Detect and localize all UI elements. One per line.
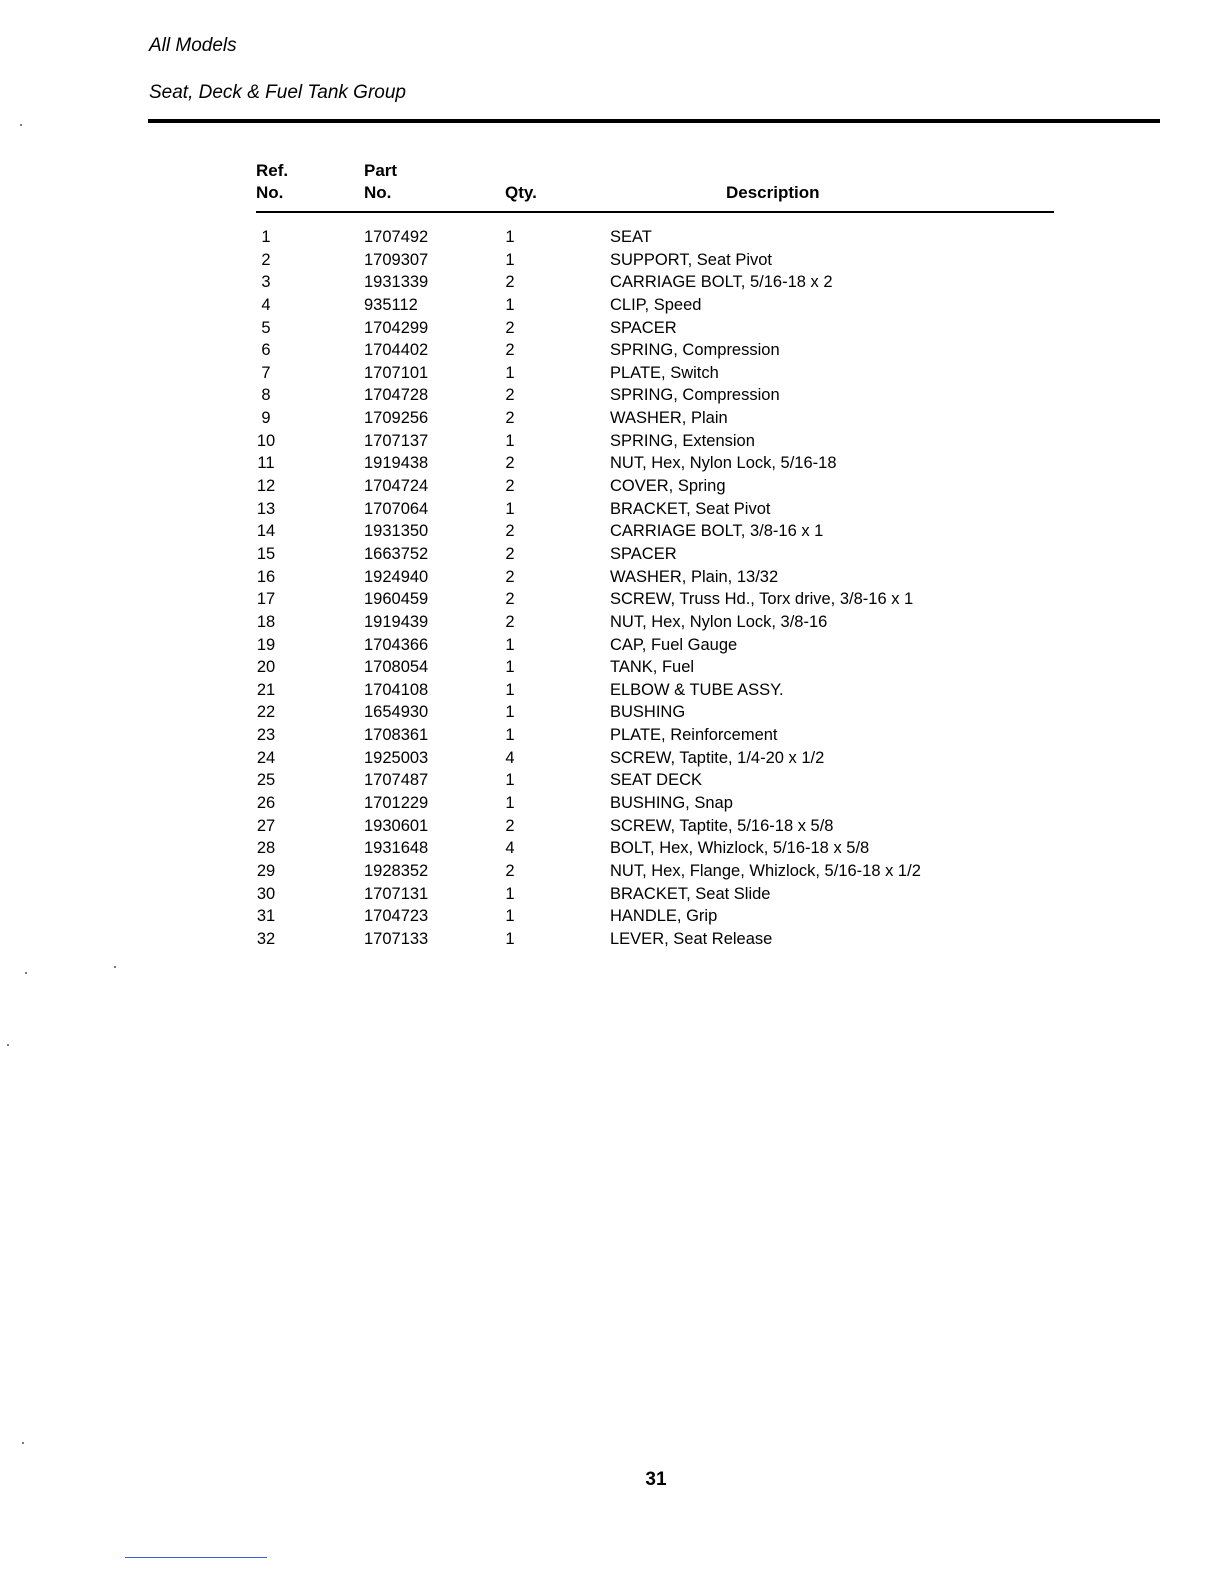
- ref-cell: 10: [256, 431, 276, 450]
- part-no-cell: 1930601: [364, 816, 429, 835]
- ref-cell: 2: [261, 250, 271, 269]
- description-cell: SEAT: [610, 228, 652, 246]
- description-cell: SUPPORT, Seat Pivot: [610, 250, 773, 269]
- part-no-cell: 1704108: [364, 680, 429, 699]
- qty-cell: 2: [505, 522, 515, 541]
- header-qty: Qty.: [505, 183, 537, 202]
- part-no-cell: 1707101: [364, 363, 429, 382]
- header-ref-no: [256, 160, 316, 204]
- description-cell: CARRIAGE BOLT, 5/16-18 x 2: [610, 273, 833, 292]
- description-cell: HANDLE, Grip: [610, 907, 718, 926]
- qty-cell: 1: [505, 635, 515, 654]
- table-row: [0, 362, 1224, 385]
- qty-cell: 1: [505, 295, 515, 314]
- ref-cell: 20: [256, 658, 276, 677]
- table-row: [0, 588, 1224, 611]
- ref-cell: 30: [256, 884, 276, 903]
- description-cell: SCREW, Taptite, 1/4-20 x 1/2: [610, 748, 825, 767]
- part-no-cell: 1707131: [364, 884, 429, 903]
- qty-cell: 2: [505, 318, 515, 337]
- parts-table-body: [0, 226, 1224, 951]
- table-row: [0, 520, 1224, 543]
- ref-cell: 5: [261, 318, 271, 337]
- part-no-cell: 1707133: [364, 929, 429, 948]
- part-no-cell: 1925003: [364, 748, 429, 767]
- ref-cell: 16: [256, 567, 276, 586]
- ref-cell: 3: [261, 273, 271, 292]
- qty-cell: 1: [505, 680, 515, 699]
- qty-cell: 4: [505, 748, 515, 767]
- table-row: [0, 769, 1224, 792]
- ref-cell: 28: [256, 839, 276, 858]
- part-no-cell: 1931350: [364, 522, 429, 541]
- ref-cell: 17: [256, 590, 276, 609]
- qty-cell: 1: [505, 431, 515, 450]
- table-row: [0, 339, 1224, 362]
- header-ref-line1: Ref.: [256, 161, 289, 180]
- description-cell: SPRING, Compression: [610, 386, 780, 405]
- description-cell: SPRING, Extension: [610, 431, 755, 450]
- part-no-cell: 1960459: [364, 590, 429, 609]
- table-row: [0, 724, 1224, 747]
- page-number: 31: [645, 1469, 667, 1490]
- ref-cell: 13: [256, 499, 276, 518]
- table-row: [0, 679, 1224, 702]
- ref-cell: 8: [261, 386, 271, 405]
- bottom-divider: [125, 1557, 267, 1558]
- description-cell: BUSHING: [610, 703, 686, 722]
- ref-cell: 22: [256, 703, 276, 722]
- part-no-cell: 1704728: [364, 386, 429, 405]
- description-cell: BUSHING, Snap: [610, 794, 733, 813]
- ref-cell: 26: [256, 794, 276, 813]
- header-description: Description: [726, 183, 820, 202]
- scan-speck: [22, 1442, 24, 1444]
- part-no-cell: 1924940: [364, 567, 429, 586]
- table-row: [0, 815, 1224, 838]
- table-row: [0, 249, 1224, 272]
- qty-cell: 2: [505, 861, 515, 880]
- description-cell: SEAT DECK: [610, 771, 702, 790]
- ref-cell: 31: [256, 907, 276, 926]
- part-no-cell: 1707487: [364, 771, 429, 790]
- scan-speck: [114, 966, 116, 968]
- ref-cell: 7: [261, 363, 271, 382]
- qty-cell: 1: [505, 250, 515, 269]
- description-cell: PLATE, Reinforcement: [610, 726, 778, 745]
- table-row: [0, 860, 1224, 883]
- table-row: [0, 317, 1224, 340]
- table-row: [0, 747, 1224, 770]
- table-row: [0, 226, 1224, 249]
- table-row: [0, 452, 1224, 475]
- part-no-cell: 1928352: [364, 861, 429, 880]
- ref-cell: 24: [256, 748, 276, 767]
- part-no-cell: 1708361: [364, 726, 429, 745]
- table-row: [0, 701, 1224, 724]
- qty-cell: 1: [505, 929, 515, 948]
- qty-cell: 2: [505, 273, 515, 292]
- description-cell: BRACKET, Seat Pivot: [610, 499, 771, 518]
- qty-cell: 2: [505, 454, 515, 473]
- qty-cell: 2: [505, 590, 515, 609]
- scan-speck: [25, 972, 27, 974]
- qty-cell: 2: [505, 567, 515, 586]
- description-cell: SPACER: [610, 318, 677, 337]
- part-no-cell: 1708054: [364, 658, 429, 677]
- section-title: Seat, Deck & Fuel Tank Group: [149, 82, 406, 103]
- parts-table-header: [0, 160, 1224, 210]
- description-cell: SCREW, Taptite, 5/16-18 x 5/8: [610, 816, 834, 835]
- part-no-cell: 1704366: [364, 635, 429, 654]
- part-no-cell: 1709307: [364, 250, 429, 269]
- part-no-cell: 1701229: [364, 794, 429, 813]
- part-no-cell: 1707492: [364, 228, 429, 246]
- table-row: [0, 498, 1224, 521]
- scan-speck: [20, 124, 22, 126]
- table-row: [0, 792, 1224, 815]
- header-ref-line2: No.: [256, 183, 284, 202]
- table-row: [0, 407, 1224, 430]
- qty-cell: 1: [505, 658, 515, 677]
- ref-cell: 14: [256, 522, 276, 541]
- ref-cell: 4: [261, 295, 271, 314]
- description-cell: WASHER, Plain: [610, 409, 728, 428]
- ref-cell: 6: [261, 341, 271, 360]
- ref-cell: 9: [261, 409, 271, 428]
- description-cell: NUT, Hex, Nylon Lock, 3/8-16: [610, 612, 828, 631]
- table-row: [0, 566, 1224, 589]
- part-no-cell: 935112: [364, 295, 418, 314]
- description-cell: SCREW, Truss Hd., Torx drive, 3/8-16 x 1: [610, 590, 914, 609]
- ref-cell: 12: [256, 477, 276, 496]
- qty-cell: 2: [505, 816, 515, 835]
- table-row: [0, 430, 1224, 453]
- part-no-cell: 1704299: [364, 318, 429, 337]
- qty-cell: 2: [505, 386, 515, 405]
- description-cell: LEVER, Seat Release: [610, 929, 773, 948]
- part-no-cell: 1931339: [364, 273, 429, 292]
- part-no-cell: 1707137: [364, 431, 429, 450]
- qty-cell: 2: [505, 341, 515, 360]
- ref-cell: 18: [256, 612, 276, 631]
- table-row: [0, 611, 1224, 634]
- top-divider: [148, 119, 1160, 123]
- table-row: [0, 294, 1224, 317]
- ref-cell: 23: [256, 726, 276, 745]
- table-row: [0, 837, 1224, 860]
- part-no-cell: 1707064: [364, 499, 429, 518]
- qty-cell: 2: [505, 544, 515, 563]
- description-cell: SPACER: [610, 544, 677, 563]
- table-row: [0, 883, 1224, 906]
- ref-cell: 25: [256, 771, 276, 790]
- table-row: [0, 634, 1224, 657]
- header-divider: [256, 211, 1054, 213]
- ref-cell: 19: [256, 635, 276, 654]
- ref-cell: 15: [256, 544, 276, 563]
- qty-cell: 1: [505, 703, 515, 722]
- ref-cell: 29: [256, 861, 276, 880]
- qty-cell: 1: [505, 499, 515, 518]
- qty-cell: 1: [505, 228, 515, 246]
- part-no-cell: 1709256: [364, 409, 429, 428]
- table-row: [0, 905, 1224, 928]
- ref-cell: 27: [256, 816, 276, 835]
- part-no-cell: 1654930: [364, 703, 429, 722]
- part-no-cell: 1931648: [364, 839, 429, 858]
- part-no-cell: 1704724: [364, 477, 429, 496]
- qty-cell: 1: [505, 726, 515, 745]
- part-no-cell: 1919438: [364, 454, 429, 473]
- qty-cell: 2: [505, 477, 515, 496]
- part-no-cell: 1704402: [364, 341, 429, 360]
- qty-cell: 1: [505, 907, 515, 926]
- part-no-cell: 1919439: [364, 612, 429, 631]
- part-no-cell: 1704723: [364, 907, 429, 926]
- description-cell: BOLT, Hex, Whizlock, 5/16-18 x 5/8: [610, 839, 870, 858]
- header-part-no: [364, 160, 444, 204]
- description-cell: NUT, Hex, Flange, Whizlock, 5/16-18 x 1/2: [610, 861, 921, 880]
- header-part-line2: No.: [364, 183, 392, 202]
- description-cell: CAP, Fuel Gauge: [610, 635, 738, 654]
- description-cell: WASHER, Plain, 13/32: [610, 567, 779, 586]
- description-cell: CLIP, Speed: [610, 295, 702, 314]
- table-row: [0, 384, 1224, 407]
- table-row: [0, 475, 1224, 498]
- qty-cell: 1: [505, 771, 515, 790]
- table-row: [0, 271, 1224, 294]
- description-cell: COVER, Spring: [610, 477, 726, 496]
- ref-cell: 32: [256, 929, 276, 948]
- description-cell: SPRING, Compression: [610, 341, 780, 360]
- qty-cell: 1: [505, 794, 515, 813]
- qty-cell: 1: [505, 884, 515, 903]
- header-part-line1: Part: [364, 161, 398, 180]
- description-cell: CARRIAGE BOLT, 3/8-16 x 1: [610, 522, 824, 541]
- scan-speck: [7, 1044, 9, 1046]
- qty-cell: 2: [505, 612, 515, 631]
- description-cell: ELBOW & TUBE ASSY.: [610, 680, 784, 699]
- table-row: [0, 656, 1224, 679]
- qty-cell: 2: [505, 409, 515, 428]
- qty-cell: 4: [505, 839, 515, 858]
- table-row: [0, 543, 1224, 566]
- description-cell: NUT, Hex, Nylon Lock, 5/16-18: [610, 454, 837, 473]
- table-row: [0, 928, 1224, 951]
- document-subtitle: All Models: [149, 35, 237, 56]
- description-cell: BRACKET, Seat Slide: [610, 884, 771, 903]
- ref-cell: 1: [261, 228, 271, 246]
- description-cell: PLATE, Switch: [610, 363, 719, 382]
- part-no-cell: 1663752: [364, 544, 429, 563]
- ref-cell: 21: [256, 680, 276, 699]
- description-cell: TANK, Fuel: [610, 658, 695, 677]
- qty-cell: 1: [505, 363, 515, 382]
- ref-cell: 11: [257, 454, 275, 473]
